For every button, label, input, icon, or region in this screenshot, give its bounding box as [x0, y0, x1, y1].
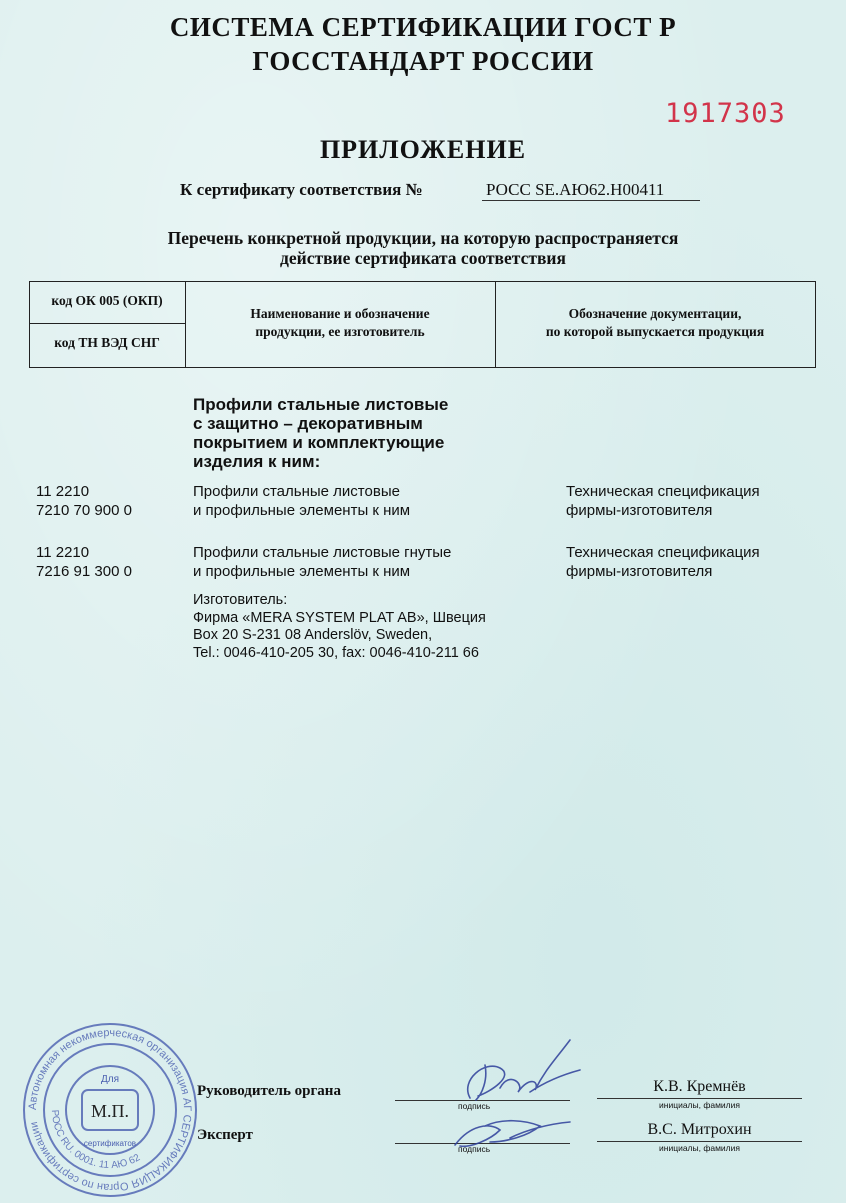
table-border-right	[815, 282, 816, 367]
head-signature-caption: подпись	[458, 1101, 491, 1111]
manufacturer-block	[193, 592, 486, 662]
manufacturer-address: Box 20 S-231 08 Anderslöv, Sweden,	[193, 627, 433, 643]
certificate-number: РОСС SE.АЮ62.Н00411	[482, 180, 700, 201]
table-row-code	[36, 543, 132, 581]
header-code-okp: код ОК 005 (ОКП)	[51, 293, 163, 308]
documentation-line: фирмы-изготовителя	[566, 563, 713, 580]
code-tnved: 7210 70 900 0	[36, 502, 132, 519]
table-row-code	[36, 482, 132, 520]
group-heading-line: Профили стальные листовые	[193, 395, 449, 414]
list-title-line-2: действие сертификата соответствия	[280, 248, 566, 268]
group-heading-line: изделия к ним:	[193, 452, 321, 471]
manufacturer-label: Изготовитель:	[193, 592, 288, 608]
documentation-line: Техническая спецификация	[566, 544, 760, 561]
product-group-heading	[193, 395, 523, 471]
seal-inner-ring-text: РОСС RU. 0001. 11 АЮ 62	[48, 1109, 143, 1172]
product-name-line: и профильные элементы к ним	[193, 502, 411, 519]
code-okp: 11 2210	[36, 483, 90, 500]
product-name-line: Профили стальные листовые гнутые	[193, 544, 452, 561]
manufacturer-name: Фирма «MERA SYSTEM PLAT AB», Швеция	[193, 609, 486, 626]
head-name-caption: инициалы, фамилия	[659, 1100, 740, 1110]
seal-inner-top: Для	[100, 1074, 120, 1085]
appendix-title: ПРИЛОЖЕНИЕ	[319, 135, 527, 164]
group-heading-line: покрытием и комплектующие	[193, 433, 445, 452]
header-line-2: ГОССТАНДАРТ РОССИИ	[252, 46, 594, 76]
head-name-line	[597, 1098, 802, 1099]
table-row-product	[193, 543, 451, 581]
list-title-line-1: Перечень конкретной продукции, на которую распространяется	[167, 228, 679, 248]
code-tnved: 7216 91 300 0	[36, 563, 132, 580]
head-of-body-label: Руководитель органа	[197, 1083, 341, 1099]
seal-outer-ring-text: Автономная некоммерческая организация АГ СЕРТИФИКАЦИЯ Орган по сертификации	[26, 1026, 194, 1194]
header-documentation-1: Обозначение документации,	[568, 306, 742, 321]
table-header	[29, 281, 816, 368]
product-name-line: и профильные элементы к ним	[193, 563, 411, 580]
group-heading-line: с защитно – декоративным	[193, 414, 423, 433]
certificate-label: К сертификату соответствия №	[180, 180, 423, 199]
table-row-product	[193, 482, 410, 520]
expert-name-caption: инициалы, фамилия	[659, 1143, 740, 1153]
header-line-1: СИСТЕМА СЕРТИФИКАЦИИ ГОСТ Р	[169, 12, 677, 42]
head-name: К.В. Кремнёв	[653, 1078, 746, 1095]
seal-center-mp: М.П.	[90, 1101, 130, 1121]
manufacturer-contacts: Tel.: 0046-410-205 30, fax: 0046-410-211 66	[193, 644, 479, 661]
product-name-line: Профили стальные листовые	[193, 483, 400, 500]
header-documentation-2: по которой выпускается продукция	[545, 324, 765, 339]
header-code-tnved: код ТН ВЭД СНГ	[54, 335, 160, 350]
expert-label: Эксперт	[197, 1127, 253, 1143]
expert-name-line	[597, 1141, 802, 1142]
code-okp: 11 2210	[36, 544, 90, 561]
header-product-name-1: Наименование и обозначение	[250, 306, 430, 321]
table-row-documentation	[566, 482, 760, 520]
documentation-line: Техническая спецификация	[566, 483, 760, 500]
expert-name: В.С. Митрохин	[647, 1121, 752, 1138]
header-product-name-2: продукции, ее изготовитель	[255, 324, 425, 339]
official-seal-stamp	[20, 1020, 200, 1200]
table-row-documentation	[566, 543, 760, 581]
table-code-divider	[29, 323, 185, 324]
registration-number: 1917303	[665, 98, 786, 129]
seal-inner-bottom: сертификатов	[83, 1139, 137, 1148]
handwritten-signatures	[430, 1030, 600, 1165]
expert-signature-caption: подпись	[458, 1144, 491, 1154]
documentation-line: фирмы-изготовителя	[566, 502, 713, 519]
